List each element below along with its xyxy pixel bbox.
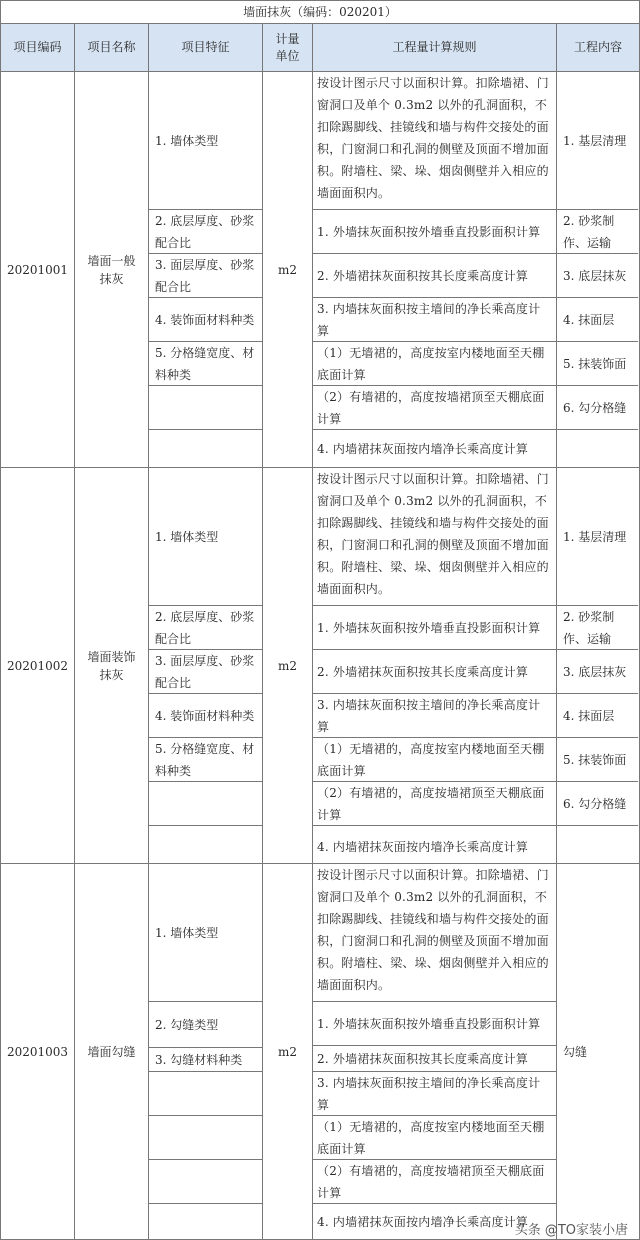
- feature-cell: 2. 底层厚度、砂浆配合比: [149, 606, 262, 650]
- header-contents: 工程内容: [573, 40, 622, 54]
- rule-cell: 1. 外墙抹灰面积按外墙垂直投影面积计算: [313, 1002, 556, 1046]
- rule-cell: 4. 内墙裙抹灰面按内墙净长乘高度计算: [317, 441, 529, 456]
- watermark: 头条 @TO家装小唐: [514, 1223, 628, 1238]
- feature-cell: [149, 430, 262, 467]
- feature-cell: [149, 386, 262, 430]
- feature-cell: 1. 墙体类型: [149, 864, 262, 1002]
- table-header: [0, 24, 640, 72]
- feature-cell: 5. 分格缝宽度、材料种类: [149, 342, 262, 386]
- item-name-line: 墙面装饰: [87, 649, 136, 664]
- header-features: 项目特征: [149, 24, 263, 71]
- content-cell: 5. 抹装饰面: [557, 738, 638, 782]
- rule-cell: 1. 外墙抹灰面积按外墙垂直投影面积计算: [313, 606, 556, 650]
- feature-cell: 2. 底层厚度、砂浆配合比: [149, 210, 262, 254]
- content-cell: [557, 430, 638, 467]
- item-name-cell: [75, 72, 148, 467]
- rule-cell: （1）无墙裙的，高度按室内楼地面至天棚底面计算: [313, 342, 556, 386]
- rule-cell: （2）有墙裙的，高度按墙裙顶至天棚底面计算: [313, 782, 556, 826]
- features-column: [149, 864, 262, 1239]
- contents-column: [557, 864, 638, 1239]
- feature-cell: 3. 面层厚度、砂浆配合比: [149, 650, 262, 694]
- rule-cell: 3. 内墙抹灰面积按主墙间的净长乘高度计算: [313, 298, 556, 342]
- content-cell: 1. 基层清理: [557, 468, 638, 606]
- features-column: [149, 468, 262, 863]
- item-name-line: 抹灰: [99, 667, 124, 682]
- feature-cell: 5. 分格缝宽度、材料种类: [149, 738, 262, 782]
- rule-cell: 2. 外墙裙抹灰面积按其长度乘高度计算: [313, 254, 556, 298]
- rule-cell: 2. 外墙裙抹灰面积按其长度乘高度计算: [313, 650, 556, 694]
- contents-column: [557, 72, 638, 467]
- unit-cell: m2: [277, 1044, 297, 1059]
- feature-cell: 2. 勾缝类型: [149, 1002, 262, 1048]
- item-code-cell: 20201001: [6, 262, 69, 277]
- table-row-group: [0, 468, 640, 864]
- rule-cell: 4. 内墙裙抹灰面按内墙净长乘高度计算: [317, 840, 529, 854]
- table-row-group: [0, 864, 640, 1240]
- content-cell: 1. 基层清理: [557, 72, 638, 210]
- table-title: 墙面抹灰（编码：020201）: [0, 0, 640, 24]
- header-rules: 工程量计算规则: [313, 24, 557, 71]
- feature-cell: 4. 装饰面材料种类: [149, 298, 262, 342]
- unit-cell: m2: [277, 658, 297, 673]
- content-cell: 6. 勾分格缝: [557, 386, 638, 430]
- rule-cell: 4. 内墙裙抹灰面按内墙净长乘高度计算: [317, 1215, 529, 1229]
- feature-cell: 3. 面层厚度、砂浆配合比: [149, 254, 262, 298]
- rules-column: [313, 72, 556, 467]
- feature-cell: [149, 1204, 262, 1240]
- rule-cell: 按设计图示尺寸以面积计算。扣除墙裙、门窗洞口及单个 0.3m2 以外的孔洞面积，不扣除踢脚线、挂镜线和墙与构件交接处的面积，门窗洞口和孔洞的侧壁及顶面不增加面积。附墙柱、梁、垛、烟囱侧壁并入相应的墙面面积内。: [313, 72, 556, 210]
- header-unit-line-1: 计量: [275, 31, 300, 46]
- feature-cell: 1. 墙体类型: [149, 72, 262, 210]
- feature-cell: [149, 826, 262, 868]
- header-unit-line-2: 单位: [275, 48, 300, 63]
- content-cell: 2. 砂浆制作、运输: [557, 606, 638, 650]
- feature-cell: 4. 装饰面材料种类: [149, 694, 262, 738]
- rule-cell: 2. 外墙裙抹灰面积按其长度乘高度计算: [313, 1046, 556, 1072]
- item-code-cell: 20201003: [6, 1044, 69, 1059]
- header-code: 项目编码: [1, 24, 75, 71]
- item-name-line: 墙面一般: [87, 253, 136, 268]
- content-cell: 2. 砂浆制作、运输: [557, 210, 638, 254]
- rule-cell: （2）有墙裙的，高度按墙裙顶至天棚底面计算: [313, 1160, 556, 1204]
- item-name-line: 墙面勾缝: [87, 1044, 136, 1059]
- feature-cell: [149, 1160, 262, 1204]
- feature-cell: 3. 勾缝材料种类: [149, 1048, 262, 1072]
- item-code-cell: 20201002: [6, 658, 69, 673]
- header-name: 项目名称: [75, 24, 149, 71]
- rules-column: [313, 468, 556, 863]
- rule-cell: （1）无墙裙的，高度按室内楼地面至天棚底面计算: [313, 1116, 556, 1160]
- content-cell: 6. 勾分格缝: [557, 782, 638, 826]
- item-name-cell: [75, 468, 148, 863]
- rule-cell: 1. 外墙抹灰面积按外墙垂直投影面积计算: [313, 210, 556, 254]
- content-cell: 4. 抹面层: [557, 694, 638, 738]
- feature-cell: 1. 墙体类型: [149, 468, 262, 606]
- item-name-cell: [75, 864, 148, 1239]
- features-column: [149, 72, 262, 467]
- content-cell: 5. 抹装饰面: [557, 342, 638, 386]
- header-unit: [263, 24, 313, 71]
- rule-cell: （2）有墙裙的，高度按墙裙顶至天棚底面计算: [313, 386, 556, 430]
- table-row-group: [0, 72, 640, 468]
- feature-cell: [149, 782, 262, 826]
- content-cell: 勾缝: [563, 1045, 588, 1059]
- unit-cell: m2: [277, 262, 297, 277]
- contents-column: [557, 468, 638, 863]
- rule-cell: （1）无墙裙的，高度按室内楼地面至天棚底面计算: [313, 738, 556, 782]
- item-name-line: 抹灰: [99, 271, 124, 286]
- content-cell: 3. 底层抹灰: [557, 254, 638, 298]
- rule-cell: 按设计图示尺寸以面积计算。扣除墙裙、门窗洞口及单个 0.3m2 以外的孔洞面积，不扣除踢脚线、挂镜线和墙与构件交接处的面积，门窗洞口和孔洞的侧壁及顶面不增加面积。附墙柱、梁、垛、烟囱侧壁并入相应的墙面面积内。: [313, 864, 556, 1002]
- rule-cell: 按设计图示尺寸以面积计算。扣除墙裙、门窗洞口及单个 0.3m2 以外的孔洞面积，不扣除踢脚线、挂镜线和墙与构件交接处的面积，门窗洞口和孔洞的侧壁及顶面不增加面积。附墙柱、梁、垛、烟囱侧壁并入相应的墙面面积内。: [313, 468, 556, 606]
- content-cell: 3. 底层抹灰: [557, 650, 638, 694]
- rule-cell: 3. 内墙抹灰面积按主墙间的净长乘高度计算: [313, 1072, 556, 1116]
- rules-column: [313, 864, 556, 1239]
- content-cell: 4. 抹面层: [557, 298, 638, 342]
- feature-cell: [149, 1116, 262, 1160]
- content-cell: [557, 826, 638, 868]
- feature-cell: [149, 1072, 262, 1116]
- rule-cell: 3. 内墙抹灰面积按主墙间的净长乘高度计算: [313, 694, 556, 738]
